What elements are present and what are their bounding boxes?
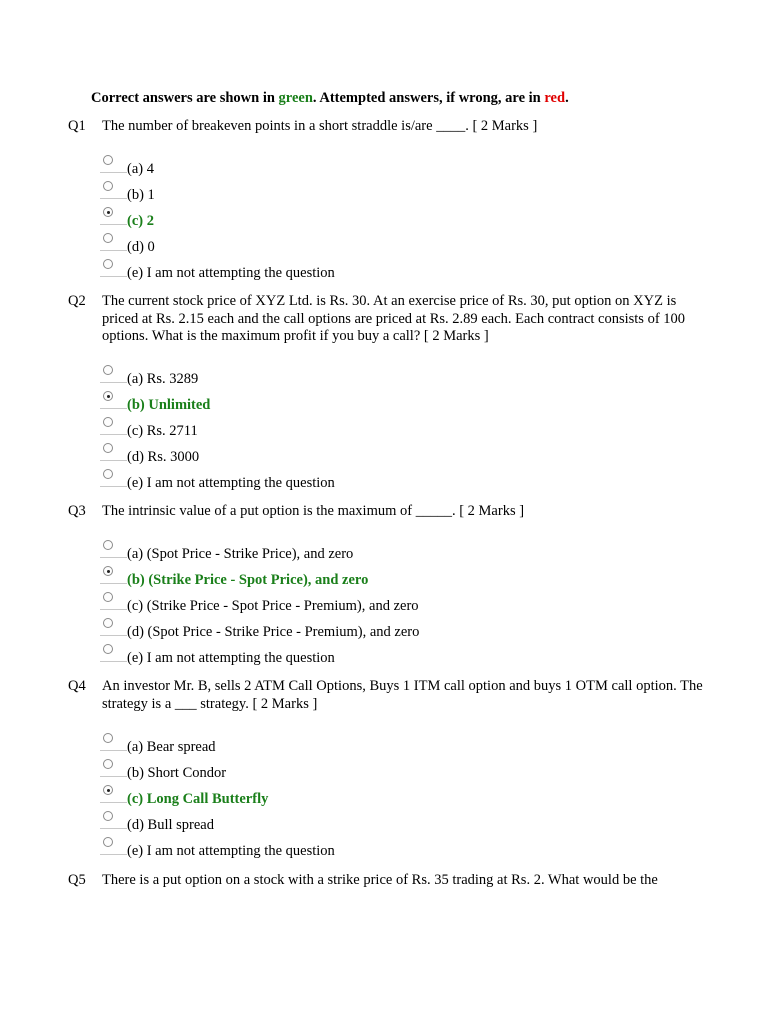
answer-option[interactable]	[100, 207, 600, 233]
question-text: The intrinsic value of a put option is the maximum of _____. [ 2 Marks ]	[102, 503, 525, 519]
option-label: (e) I am not attempting the question	[127, 475, 335, 491]
option-label-correct: (b) Unlimited	[127, 397, 211, 413]
option-label: (e) I am not attempting the question	[127, 650, 335, 666]
legend-text-3: .	[565, 90, 569, 106]
answer-option[interactable]	[100, 566, 600, 592]
answer-option[interactable]	[100, 469, 600, 495]
option-label: (d) (Spot Price - Strike Price - Premium), and zero	[127, 624, 420, 640]
option-underline	[100, 854, 127, 855]
question-number: Q2	[68, 293, 86, 309]
question-text: An investor Mr. B, sells 2 ATM Call Options, Buys 1 ITM call option and buys 1 OTM call option. The strategy is a ___ strategy. [ 2 Marks ]	[102, 678, 703, 712]
option-underline	[100, 434, 127, 435]
question-number: Q5	[68, 872, 86, 888]
option-underline	[100, 750, 127, 751]
option-underline	[100, 776, 127, 777]
legend-red-word: red	[544, 90, 566, 106]
option-underline	[100, 250, 127, 251]
option-underline	[100, 276, 127, 277]
radio-empty-icon[interactable]	[103, 181, 113, 191]
option-underline	[100, 802, 127, 803]
answer-option[interactable]	[100, 417, 600, 443]
answer-option[interactable]	[100, 181, 600, 207]
radio-empty-icon[interactable]	[103, 618, 113, 628]
radio-empty-icon[interactable]	[103, 417, 113, 427]
radio-empty-icon[interactable]	[103, 259, 113, 269]
radio-empty-icon[interactable]	[103, 443, 113, 453]
question-text: The number of breakeven points in a short straddle is/are ____. [ 2 Marks ]	[102, 118, 538, 134]
radio-empty-icon[interactable]	[103, 644, 113, 654]
answer-option[interactable]	[100, 733, 600, 759]
answer-option[interactable]	[100, 443, 600, 469]
option-underline	[100, 661, 127, 662]
question-number: Q1	[68, 118, 86, 134]
option-underline	[100, 828, 127, 829]
answer-option[interactable]	[100, 540, 600, 566]
answer-option[interactable]	[100, 259, 600, 285]
radio-empty-icon[interactable]	[103, 837, 113, 847]
radio-empty-icon[interactable]	[103, 469, 113, 479]
option-label: (c) Rs. 2711	[127, 423, 198, 439]
radio-empty-icon[interactable]	[103, 733, 113, 743]
answer-option[interactable]	[100, 592, 600, 618]
radio-empty-icon[interactable]	[103, 811, 113, 821]
option-label: (b) Short Condor	[127, 765, 227, 781]
answer-option[interactable]	[100, 391, 600, 417]
radio-empty-icon[interactable]	[103, 155, 113, 165]
radio-empty-icon[interactable]	[103, 592, 113, 602]
option-label: (e) I am not attempting the question	[127, 843, 335, 859]
radio-empty-icon[interactable]	[103, 759, 113, 769]
option-underline	[100, 198, 127, 199]
answer-option[interactable]	[100, 365, 600, 391]
option-label: (e) I am not attempting the question	[127, 265, 335, 281]
option-underline	[100, 635, 127, 636]
answer-option[interactable]	[100, 759, 600, 785]
option-label-correct: (c) Long Call Butterfly	[127, 791, 269, 807]
option-label: (d) 0	[127, 239, 155, 255]
option-label: (a) (Spot Price - Strike Price), and zero	[127, 546, 354, 562]
answer-option[interactable]	[100, 811, 600, 837]
question-text: The current stock price of XYZ Ltd. is Rs. 30. At an exercise price of Rs. 30, put option on XYZ is priced at Rs. 2.15 each and the call options are priced at Rs. 2.89 each. Each contract consists of 100 options. What is the maximum profit if you buy a call? [ 2 Marks ]	[102, 293, 686, 344]
question-text: There is a put option on a stock with a strike price of Rs. 35 trading at Rs. 2. What would be the	[102, 872, 658, 888]
radio-selected-icon[interactable]	[103, 566, 113, 576]
option-label: (a) 4	[127, 161, 154, 177]
legend-green-word: green	[278, 90, 313, 106]
answer-option[interactable]	[100, 785, 600, 811]
answer-color-legend	[91, 90, 569, 107]
radio-empty-icon[interactable]	[103, 540, 113, 550]
radio-empty-icon[interactable]	[103, 365, 113, 375]
option-underline	[100, 460, 127, 461]
option-underline	[100, 224, 127, 225]
radio-selected-icon[interactable]	[103, 391, 113, 401]
option-label: (d) Rs. 3000	[127, 449, 200, 465]
legend-text-1: Correct answers are shown in	[91, 90, 279, 106]
option-underline	[100, 609, 127, 610]
radio-empty-icon[interactable]	[103, 233, 113, 243]
option-underline	[100, 172, 127, 173]
option-underline	[100, 557, 127, 558]
option-label: (a) Rs. 3289	[127, 371, 199, 387]
option-label: (c) (Strike Price - Spot Price - Premium), and zero	[127, 598, 419, 614]
answer-option[interactable]	[100, 233, 600, 259]
answer-option[interactable]	[100, 155, 600, 181]
answer-option[interactable]	[100, 837, 600, 863]
option-label-correct: (b) (Strike Price - Spot Price), and zero	[127, 572, 369, 588]
option-underline	[100, 486, 127, 487]
option-label: (a) Bear spread	[127, 739, 216, 755]
answer-option[interactable]	[100, 644, 600, 670]
legend-text-2: . Attempted answers, if wrong, are in	[312, 90, 545, 106]
option-label: (b) 1	[127, 187, 155, 203]
radio-selected-icon[interactable]	[103, 207, 113, 217]
option-underline	[100, 382, 127, 383]
option-label-correct: (c) 2	[127, 213, 154, 229]
option-label: (d) Bull spread	[127, 817, 214, 833]
answer-option[interactable]	[100, 618, 600, 644]
question-number: Q3	[68, 503, 86, 519]
option-underline	[100, 408, 127, 409]
option-underline	[100, 583, 127, 584]
radio-selected-icon[interactable]	[103, 785, 113, 795]
question-number: Q4	[68, 678, 86, 694]
